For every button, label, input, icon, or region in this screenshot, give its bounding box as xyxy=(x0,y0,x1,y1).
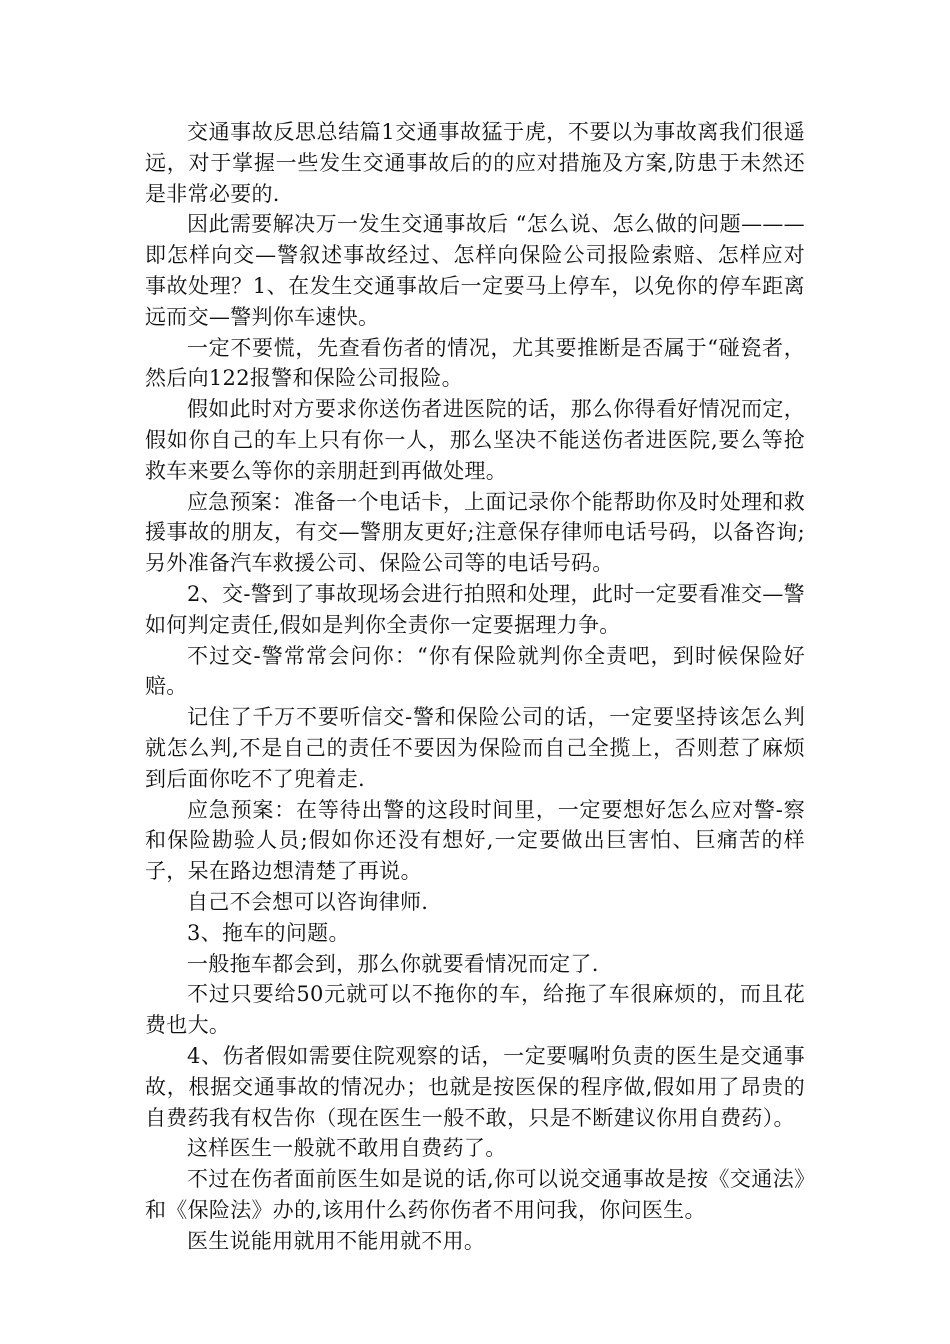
paragraph: 不过在伤者面前医生如是说的话,你可以说交通事故是按《交通法》和《保险法》办的,该用什么药你伤者不用问我，你问医生。 xyxy=(145,1167,805,1222)
paragraph: 交通事故反思总结篇1交通事故猛于虎，不要以为事故离我们很遥远，对于掌握一些发生交通事故后的的应对措施及方案,防患于未然还是非常必要的. xyxy=(145,120,805,206)
paragraph: 不过交-警常常会问你：“你有保险就判你全责吧，到时候保险好赔。 xyxy=(145,643,805,699)
paragraph: 应急预案：在等待出警的这段时间里，一定要想好怎么应对警-察和保险勘验人员;假如你还没有想好,一定要做出巨害怕、巨痛苦的样子，呆在路边想清楚了再说。 xyxy=(145,797,805,884)
paragraph: 一般拖车都会到，那么你就要看情况而定了. xyxy=(187,951,599,976)
paragraph: 2、交-警到了事故现场会进行拍照和处理，此时一定要看准交—警如何判定责任,假如是判你全责你一定要据理力争。 xyxy=(145,581,805,637)
paragraph: 不过只要给50元就可以不拖你的车，给拖了车很麻烦的，而且花费也大。 xyxy=(145,982,805,1038)
document-body xyxy=(145,117,805,1256)
paragraph: 假如此时对方要求你送伤者进医院的话，那么你得看好情况而定，假如你自己的车上只有你一人，那么坚决不能送伤者进医院,要么等抢救车来要么等你的亲朋赶到再做处理。 xyxy=(145,397,805,483)
paragraph: 自己不会想可以咨询律师. xyxy=(187,889,429,914)
paragraph: 医生说能用就用不能用就不用。 xyxy=(187,1228,486,1253)
paragraph: 3、拖车的问题。 xyxy=(187,920,350,945)
paragraph: 一定不要慌，先查看伤者的情况，尤其要推断是否属于“碰瓷者，然后向122报警和保险公司报险。 xyxy=(145,335,805,391)
paragraph: 因此需要解决万一发生交通事故后 “怎么说、怎么做的问题———即怎样向交—警叙述事故经过、怎样向保险公司报险索赔、怎样应对事故处理？1、在发生交通事故后一定要马上停车，以免你的停车距离远而交—警判你车速快。 xyxy=(145,212,805,329)
paragraph: 这样医生一般就不敢用自费药了。 xyxy=(187,1136,507,1161)
paragraph: 4、伤者假如需要住院观察的话，一定要嘱咐负责的医生是交通事故，根据交通事故的情况办；也就是按医保的程序做,假如用了昂贵的自费药我有权告你（现在医生一般不敢，只是不断建议你用自费药）。 xyxy=(145,1043,805,1130)
paragraph: 记住了千万不要听信交-警和保险公司的话，一定要坚持该怎么判就怎么判,不是自己的责任不要因为保险而自己全揽上，否则惹了麻烦到后面你吃不了兜着走. xyxy=(145,705,805,791)
paragraph: 应急预案：准备一个电话卡，上面记录你个能帮助你及时处理和救援事故的朋友，有交—警朋友更好;注意保存律师电话号码，以备咨询;另外准备汽车救援公司、保险公司等的电话号码。 xyxy=(145,489,805,576)
